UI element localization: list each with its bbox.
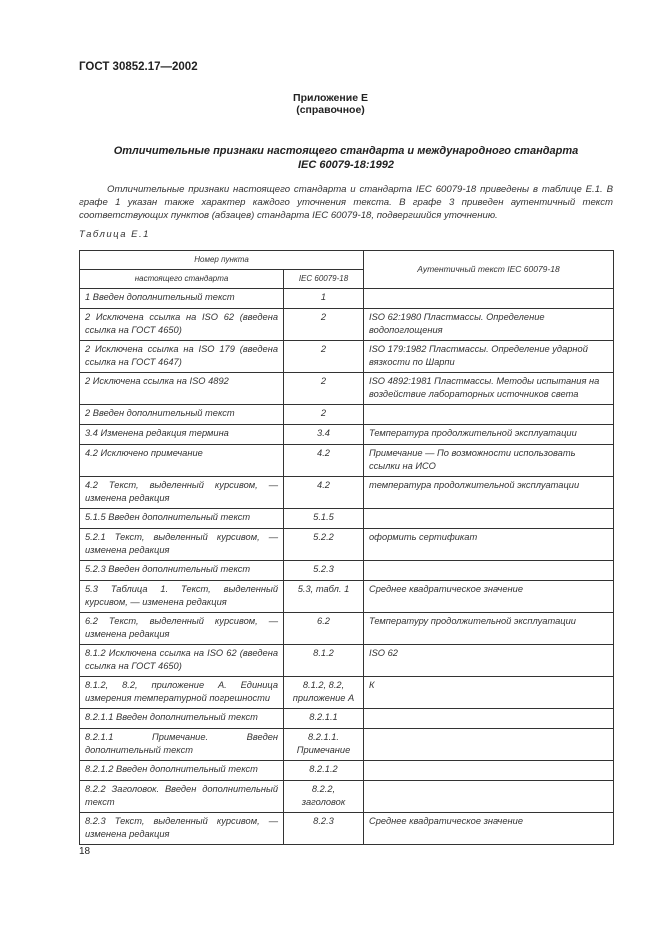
cell-this-standard: 5.2.1 Текст, выделенный курсивом, — изменена редакция	[80, 529, 284, 561]
cell-iec-clause: 8.2.3	[284, 813, 364, 845]
table-row	[80, 289, 614, 309]
cell-this-standard: 8.1.2 Исключена ссылка на ISO 62 (введена ссылка на ГОСТ 4650)	[80, 645, 284, 677]
cell-this-standard: 8.2.1.1 Примечание. Введен дополнительный текст	[80, 729, 284, 761]
cell-this-standard: 8.2.2 Заголовок. Введен дополнительный текст	[80, 781, 284, 813]
cell-authentic-text	[364, 509, 614, 529]
cell-authentic-text	[364, 561, 614, 581]
cell-iec-clause: 4.2	[284, 445, 364, 477]
cell-iec-clause: 2	[284, 309, 364, 341]
cell-authentic-text	[364, 729, 614, 761]
table-row	[80, 529, 614, 561]
title-line1: Отличительные признаки настоящего стандарта и международного стандарта	[113, 145, 579, 157]
table-caption: Таблица Е.1	[79, 229, 150, 240]
table-row	[80, 709, 614, 729]
cell-iec-clause: 8.2.1.1. Примечание	[284, 729, 364, 761]
cell-authentic-text: К	[364, 677, 614, 709]
cell-this-standard: 3.4 Изменена редакция термина	[80, 425, 284, 445]
table-row	[80, 761, 614, 781]
cell-this-standard: 1 Введен дополнительный текст	[80, 289, 284, 309]
cell-authentic-text: Температура продолжительной эксплуатации	[364, 425, 614, 445]
cell-iec-clause: 8.1.2	[284, 645, 364, 677]
table-row	[80, 309, 614, 341]
cell-authentic-text: Примечание — По возможности использовать ссылки на ИСО	[364, 445, 614, 477]
cell-iec-clause: 4.2	[284, 477, 364, 509]
title-line2: IEC 60079-18:1992	[297, 159, 394, 171]
cell-authentic-text: ISO 62	[364, 645, 614, 677]
cell-this-standard: 2 Исключена ссылка на ISO 179 (введена ссылка на ГОСТ 4647)	[80, 341, 284, 373]
cell-authentic-text: ISO 4892:1981 Пластмассы. Методы испытания на воздействие лабораторных источников света	[364, 373, 614, 405]
cell-iec-clause: 6.2	[284, 613, 364, 645]
header-col2: IEC 60079-18	[284, 270, 364, 289]
intro-paragraph	[79, 183, 613, 222]
cell-this-standard: 4.2 Исключено примечание	[80, 445, 284, 477]
header-col3: Аутентичный текст IEC 60079-18	[364, 251, 614, 289]
intro-text: Отличительные признаки настоящего стандарта и стандарта IEC 60079-18 приведены в таблице Е.1. В графе 1 указан также характер каждого уточнения текста. В графе 3 приведен аутентичный текст соответствующих пунктов (абзацев) стандарта IEC 60079-18, подвергшийся уточнению.	[79, 184, 613, 221]
cell-this-standard: 5.2.3 Введен дополнительный текст	[80, 561, 284, 581]
cell-this-standard: 2 Введен дополнительный текст	[80, 405, 284, 425]
table-row	[80, 445, 614, 477]
cell-this-standard: 8.2.3 Текст, выделенный курсивом, — изменена редакция	[80, 813, 284, 845]
table-row	[80, 341, 614, 373]
cell-authentic-text: ISO 179:1982 Пластмассы. Определение ударной вязкости по Шарпи	[364, 341, 614, 373]
cell-iec-clause: 8.2.1.1	[284, 709, 364, 729]
table-row	[80, 509, 614, 529]
cell-authentic-text: Среднее квадратическое значение	[364, 581, 614, 613]
cell-authentic-text	[364, 761, 614, 781]
cell-iec-clause: 8.2.2, заголовок	[284, 781, 364, 813]
table-row	[80, 613, 614, 645]
cell-iec-clause: 5.2.2	[284, 529, 364, 561]
header-col1: настоящего стандарта	[80, 270, 284, 289]
table-row	[80, 405, 614, 425]
cell-this-standard: 2 Исключена ссылка на ISO 62 (введена ссылка на ГОСТ 4650)	[80, 309, 284, 341]
cell-iec-clause: 1	[284, 289, 364, 309]
cell-authentic-text: Среднее квадратическое значение	[364, 813, 614, 845]
cell-iec-clause: 2	[284, 373, 364, 405]
page-number: 18	[79, 846, 91, 857]
cell-this-standard: 4.2 Текст, выделенный курсивом, — изменена редакция	[80, 477, 284, 509]
cell-iec-clause: 8.2.1.2	[284, 761, 364, 781]
table-row	[80, 581, 614, 613]
appendix-title: Приложение Е	[293, 92, 368, 104]
cell-this-standard: 2 Исключена ссылка на ISO 4892	[80, 373, 284, 405]
table-row	[80, 729, 614, 761]
cell-iec-clause: 3.4	[284, 425, 364, 445]
table-row	[80, 561, 614, 581]
cell-this-standard: 8.2.1.1 Введен дополнительный текст	[80, 709, 284, 729]
cell-iec-clause: 2	[284, 341, 364, 373]
cell-authentic-text: ISO 62:1980 Пластмассы. Определение водопоглощения	[364, 309, 614, 341]
table-row	[80, 425, 614, 445]
differences-table	[79, 250, 614, 845]
cell-authentic-text	[364, 781, 614, 813]
table-row	[80, 813, 614, 845]
cell-iec-clause: 5.2.3	[284, 561, 364, 581]
cell-authentic-text: Температуру продолжительной эксплуатации	[364, 613, 614, 645]
table-row	[80, 677, 614, 709]
appendix-subtitle: (справочное)	[296, 104, 365, 116]
cell-this-standard: 8.2.1.2 Введен дополнительный текст	[80, 761, 284, 781]
table-row	[80, 781, 614, 813]
standard-header: ГОСТ 30852.17—2002	[79, 61, 198, 73]
cell-this-standard: 8.1.2, 8.2, приложение А. Единица измерения температурной погрешности	[80, 677, 284, 709]
cell-this-standard: 5.1.5 Введен дополнительный текст	[80, 509, 284, 529]
cell-authentic-text: температура продолжительной эксплуатации	[364, 477, 614, 509]
cell-this-standard: 5.3 Таблица 1. Текст, выделенный курсивом, — изменена редакция	[80, 581, 284, 613]
cell-authentic-text	[364, 709, 614, 729]
table-row	[80, 645, 614, 677]
section-title	[79, 144, 613, 172]
cell-authentic-text	[364, 289, 614, 309]
cell-authentic-text	[364, 405, 614, 425]
table-row	[80, 477, 614, 509]
cell-iec-clause: 2	[284, 405, 364, 425]
header-group: Номер пункта	[80, 251, 364, 270]
cell-iec-clause: 5.1.5	[284, 509, 364, 529]
cell-this-standard: 6.2 Текст, выделенный курсивом, — изменена редакция	[80, 613, 284, 645]
table-row	[80, 373, 614, 405]
cell-authentic-text: оформить сертификат	[364, 529, 614, 561]
cell-iec-clause: 5.3, табл. 1	[284, 581, 364, 613]
cell-iec-clause: 8.1.2, 8.2, приложение А	[284, 677, 364, 709]
